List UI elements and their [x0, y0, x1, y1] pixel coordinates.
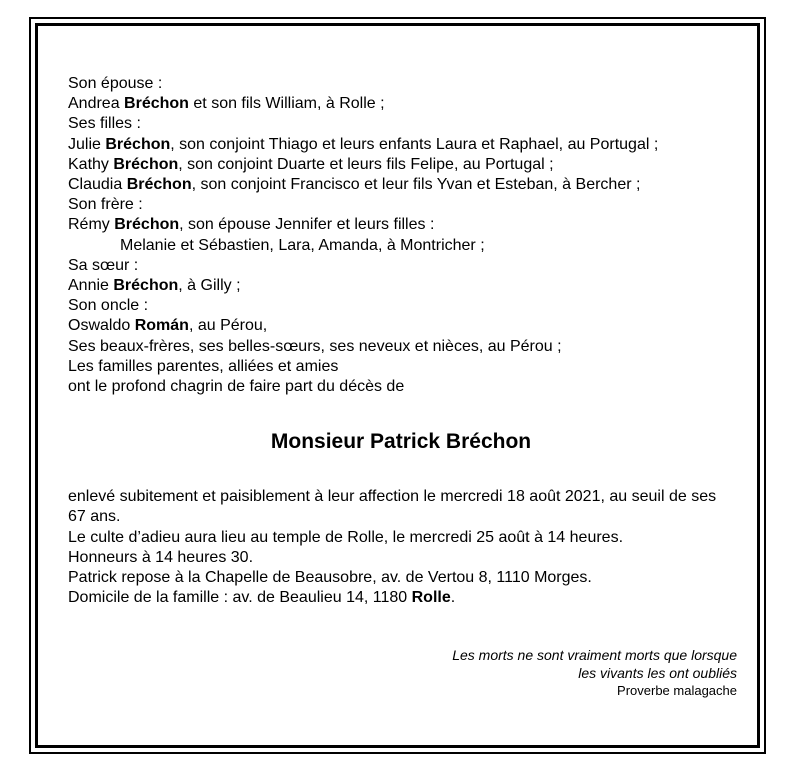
- family-line: Sa sœur :: [68, 256, 139, 274]
- details-ceremony: Le culte d’adieu aura lieu au temple de Rolle, le mercredi 25 août à 14 heures.: [68, 528, 624, 546]
- family-line: ont le profond chagrin de faire part du décès de: [68, 378, 405, 396]
- family-line: Les familles parentes, alliées et amies: [68, 357, 339, 375]
- family-line: Kathy Bréchon, son conjoint Duarte et leurs fils Felipe, au Portugal ;: [68, 155, 554, 173]
- family-line: Claudia Bréchon, son conjoint Francisco et leur fils Yvan et Esteban, à Bercher ;: [68, 176, 641, 194]
- family-line: Rémy Bréchon, son épouse Jennifer et leurs filles :: [68, 216, 435, 234]
- quote-source: Proverbe malagache: [617, 683, 737, 698]
- obituary-body: [68, 74, 738, 608]
- details-chapel: Patrick repose à la Chapelle de Beausobre, av. de Vertou 8, 1110 Morges.: [68, 569, 592, 587]
- closing-quote: [452, 647, 737, 699]
- family-line: Julie Bréchon, son conjoint Thiago et leurs enfants Laura et Raphael, au Portugal ;: [68, 135, 659, 153]
- family-line-indented: Melanie et Sébastien, Lara, Amanda, à Montricher ;: [120, 236, 485, 254]
- family-line: Annie Bréchon, à Gilly ;: [68, 277, 241, 295]
- family-line: Oswaldo Román, au Pérou,: [68, 317, 268, 335]
- family-line: Andrea Bréchon et son fils William, à Rolle ;: [68, 95, 385, 113]
- details-honours: Honneurs à 14 heures 30.: [68, 548, 254, 566]
- quote-line-2: les vivants les ont oubliés: [578, 664, 737, 681]
- quote-line-1: Les morts ne sont vraiment morts que lorsque: [452, 647, 737, 663]
- details-paragraph-1: enlevé subitement et paisiblement à leur affection le mercredi 18 août 2021, au seuil de ses 67 ans.: [68, 488, 717, 526]
- family-line: Son oncle :: [68, 297, 149, 315]
- family-line: Ses filles :: [68, 115, 141, 133]
- family-line: Son épouse :: [68, 75, 163, 92]
- details-family-address: Domicile de la famille : av. de Beaulieu 14, 1180 Rolle.: [68, 589, 456, 607]
- family-line: Ses beaux-frères, ses belles-sœurs, ses neveux et nièces, au Pérou ;: [68, 337, 562, 355]
- deceased-name: Monsieur Patrick Bréchon: [270, 430, 532, 454]
- family-line: Son frère :: [68, 196, 143, 214]
